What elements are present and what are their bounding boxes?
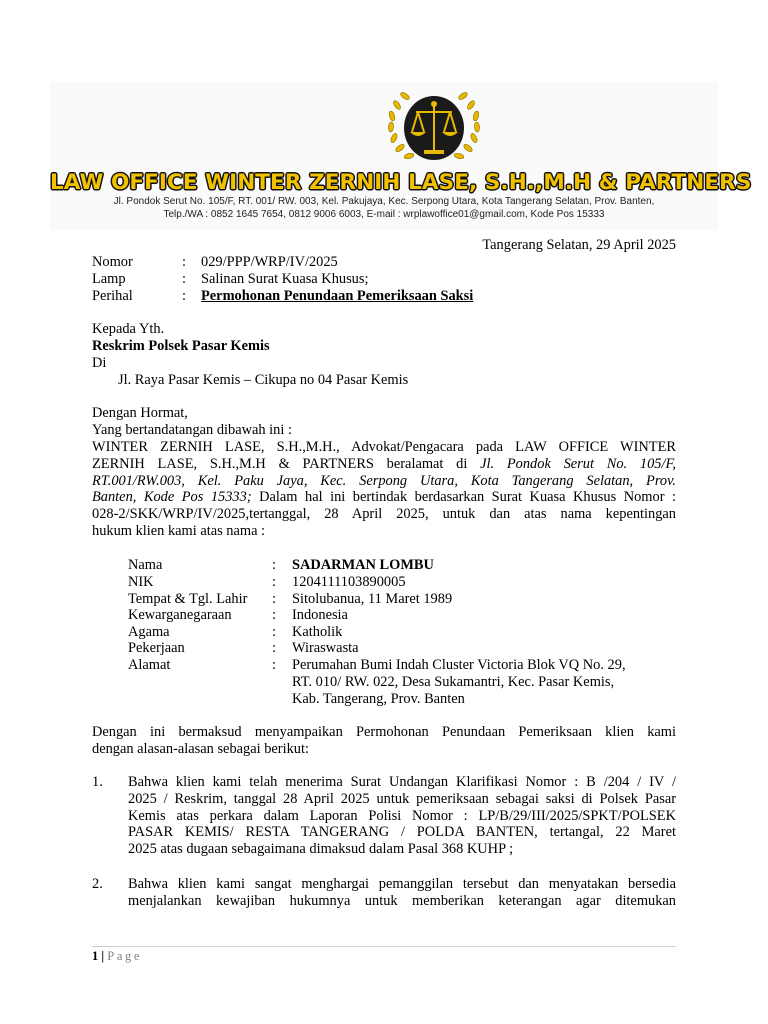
client-colon: :	[272, 557, 276, 573]
meta-label-lamp: Lamp	[92, 271, 126, 287]
body1-line-4	[92, 489, 676, 506]
body1-line-4a: Banten, Kode Pos 15333;	[92, 489, 252, 506]
point-2-text	[128, 876, 676, 910]
point-1-line: 2025 / Reskrim, tanggal 28 April 2025 untuk pemeriksaan sebagai saksi di Polsek Pasar	[128, 790, 676, 807]
point-1-text	[128, 774, 676, 858]
body1-line-3: RT.001/RW.003, Kel. Paku Jaya, Kec. Serpong Utara, Kota Tangerang Selatan, Prov.	[92, 472, 676, 489]
client-label-kewarganegaraan: Kewarganegaraan	[128, 607, 232, 623]
point-number-1: 1.	[92, 774, 103, 790]
point-2-line: Bahwa klien kami sangat menghargai pemanggilan tersebut dan menyatakan bersedia	[128, 876, 676, 892]
client-colon: :	[272, 624, 276, 640]
client-colon: :	[272, 640, 276, 656]
meta-value-perihal: Permohonan Penundaan Pemeriksaan Saksi	[201, 288, 474, 304]
body1-line-2a: ZERNIH LASE, S.H.,M.H & PARTNERS beralamat di	[92, 455, 481, 472]
body1-line-4b: Dalam hal ini bertindak berdasarkan Surat Kuasa Khusus Nomor :	[251, 489, 676, 506]
point-1-line: PASAR KEMIS/ RESTA TANGERANG / POLDA BANTEN, tertangal, 22 Maret	[128, 824, 676, 841]
point-1-line: Bahwa klien kami telah menerima Surat Undangan Klarifikasi Nomor : B /204 / IV /	[128, 774, 676, 790]
client-value-alamat-1: Perumahan Bumi Indah Cluster Victoria Blok VQ No. 29,	[292, 657, 626, 673]
client-value-nama: SADARMAN LOMBU	[292, 557, 434, 573]
intro-line: Yang bertandatangan dibawah ini :	[92, 422, 292, 438]
meta-label-perihal: Perihal	[92, 288, 133, 304]
meta-value-lamp: Salinan Surat Kuasa Khusus;	[201, 271, 369, 287]
client-value-alamat-3: Kab. Tangerang, Prov. Banten	[292, 691, 465, 707]
body-paragraph-2	[92, 724, 676, 758]
page-footer	[92, 949, 142, 964]
letterhead	[50, 82, 752, 230]
body1-line-6: hukum klien kami atas nama :	[92, 522, 266, 539]
client-colon: :	[272, 657, 276, 673]
body-paragraph-1	[92, 439, 676, 540]
client-label-nama: Nama	[128, 557, 163, 573]
page-separator: |	[101, 949, 105, 963]
scales-of-justice-emblem-icon	[380, 86, 488, 168]
meta-colon: :	[182, 288, 186, 304]
body1-line-1: WINTER ZERNIH LASE, S.H.,M.H., Advokat/Pengacara pada LAW OFFICE WINTER	[92, 439, 676, 455]
client-value-alamat-2: RT. 010/ RW. 022, Desa Sukamantri, Kec. Pasar Kemis,	[292, 674, 615, 690]
body2-line-1: Dengan ini bermaksud menyampaikan Permohonan Penundaan Pemeriksaan klien kami	[92, 724, 676, 740]
meta-value-nomor: 029/PPP/WRP/IV/2025	[201, 254, 338, 270]
recipient-salutation: Kepada Yth.	[92, 321, 165, 337]
client-colon: :	[272, 607, 276, 623]
footer-divider	[92, 946, 676, 947]
client-value-nik: 1204111103890005	[292, 574, 406, 590]
client-value-agama: Katholik	[292, 624, 343, 640]
client-colon: :	[272, 591, 276, 607]
client-label-alamat: Alamat	[128, 657, 171, 673]
point-1-line: 2025 atas dugaan sebagaimana dimaksud dalam Pasal 368 KUHP ;	[128, 841, 514, 858]
letterhead-contact: Telp./WA : 0852 1645 7654, 0812 9006 6003, E-mail : wrplawoffice01@gmail.com, Kode Pos 15333	[163, 209, 605, 220]
meta-colon: :	[182, 271, 186, 287]
body1-line-2	[92, 456, 676, 473]
letterhead-address: Jl. Pondok Serut No. 105/F, RT. 001/ RW. 003, Kel. Pakujaya, Kec. Serpong Utara, Kota Tangerang Selatan, Prov. Banten,	[113, 196, 655, 207]
page-label: Page	[107, 949, 142, 963]
client-value-pekerjaan: Wiraswasta	[292, 640, 359, 656]
body2-line-2: dengan alasan-alasan sebagai berikut:	[92, 740, 309, 757]
client-label-agama: Agama	[128, 624, 170, 640]
point-number-2: 2.	[92, 876, 103, 892]
recipient-address: Jl. Raya Pasar Kemis – Cikupa no 04 Pasar Kemis	[118, 372, 409, 388]
client-value-ttl: Sitolubanua, 11 Maret 1989	[292, 591, 453, 607]
meta-colon: :	[182, 254, 186, 270]
recipient-name: Reskrim Polsek Pasar Kemis	[92, 338, 270, 354]
body1-line-2b: Jl. Pondok Serut No. 105/F,	[480, 455, 676, 472]
greeting: Dengan Hormat,	[92, 405, 188, 421]
meta-label-nomor: Nomor	[92, 254, 133, 270]
page-number: 1	[92, 949, 99, 963]
firm-name: LAW OFFICE WINTER ZERNIH LASE, S.H.,M.H & PARTNERS	[50, 170, 752, 195]
recipient-di: Di	[92, 355, 107, 371]
client-value-kewarganegaraan: Indonesia	[292, 607, 348, 623]
body1-line-5: 028-2/SKK/WRP/IV/2025,tertanggal, 28 April 2025, untuk dan atas nama kepentingan	[92, 506, 676, 523]
client-label-ttl: Tempat & Tgl. Lahir	[128, 591, 248, 607]
point-2-line: menjalankan kewajiban hukumnya untuk memberikan keterangan agar ditemukan	[128, 892, 676, 909]
letter-date: Tangerang Selatan, 29 April 2025	[482, 237, 676, 253]
point-1-line: Kemis atas perkara dalam Laporan Polisi Nomor : LP/B/29/III/2025/SPKT/POLSEK	[128, 807, 676, 824]
client-label-pekerjaan: Pekerjaan	[128, 640, 185, 656]
client-label-nik: NIK	[128, 574, 154, 590]
client-colon: :	[272, 574, 276, 590]
